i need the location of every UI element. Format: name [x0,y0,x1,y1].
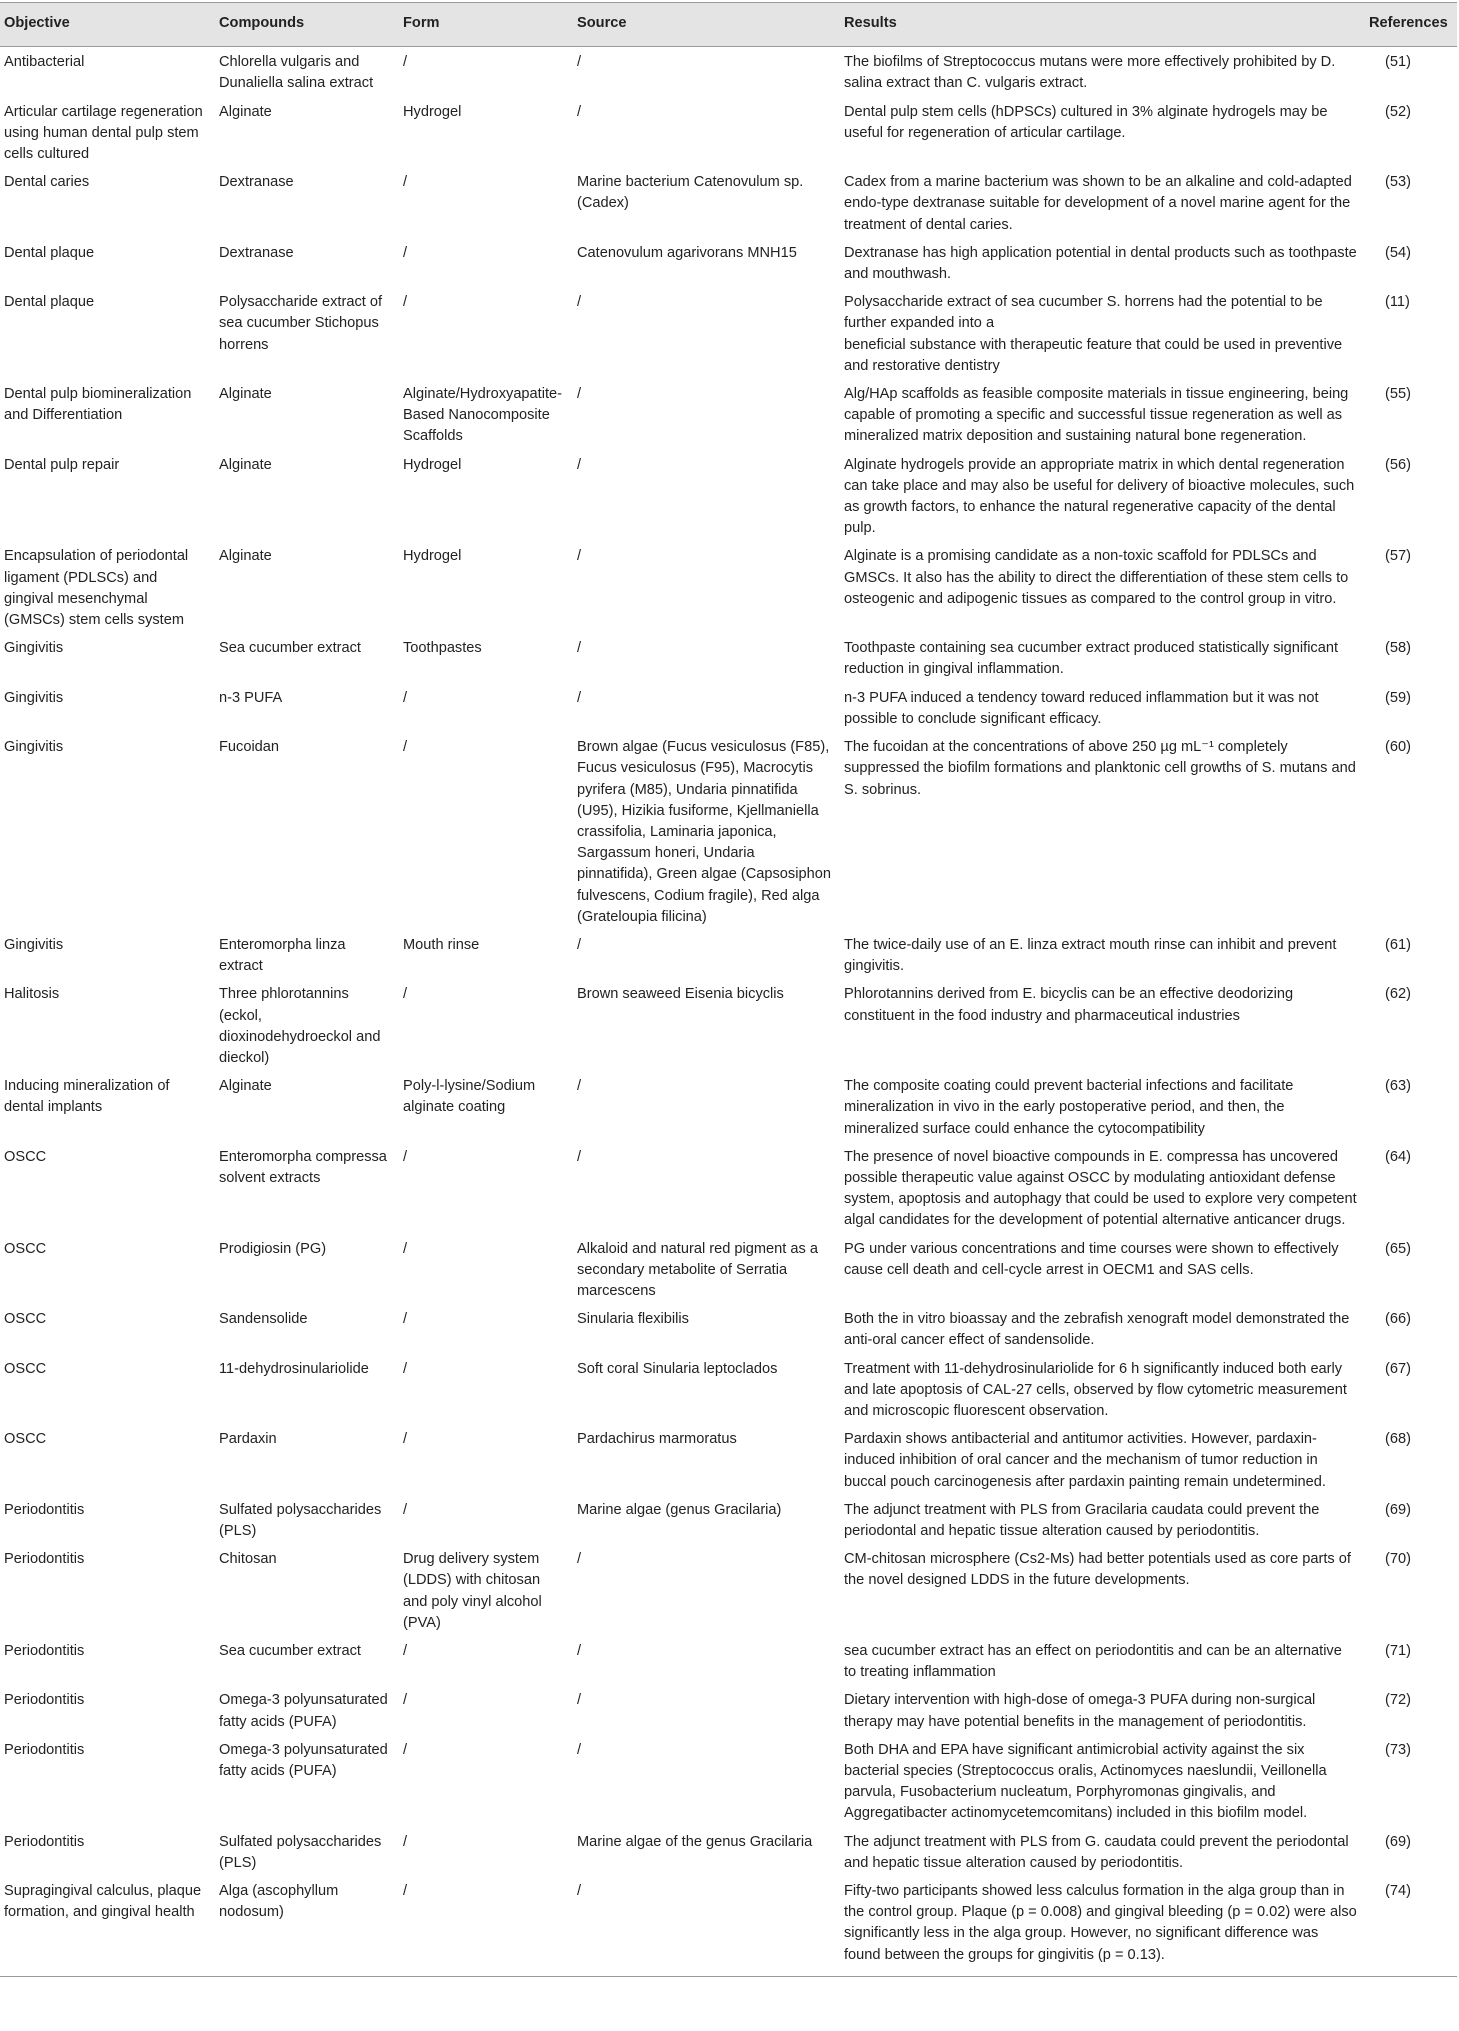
cell-source: / [577,456,582,473]
cell-source: Marine algae (genus Gracilaria) [577,1501,782,1518]
table-row [0,1495,1457,1544]
cell-form: Drug delivery system (LDDS) with chitosan and poly vinyl alcohol (PVA) [403,1551,542,1631]
cell-form: Hydrogel [403,456,462,473]
cell-compounds: 11-dehydrosinulariolide [219,1360,369,1377]
cell-source: Alkaloid and natural red pigment as a secondary metabolite of Serratia marcescens [577,1240,818,1299]
table-row [0,238,1457,287]
table-row [0,1071,1457,1142]
cell-results: The adjunct treatment with PLS from Gracilaria caudata could prevent the periodontal and hepatic tissue alteration caused by periodontitis. [844,1501,1320,1539]
cell-source: Brown algae (Fucus vesiculosus (F85), Fucus vesiculosus (F95), Macrocytis pyrifera (M85), Undaria pinnatifida (U95), Hizikia fusiforme, Kjellmaniella crassifolia, Laminaria japonica, Sargassum honeri, Undaria pinnatifida), Green algae (Capsosiphon fulvescens, Codium fragile), Red alga (Grateloupia filicina) [577,739,831,925]
cell-source: Marine bacterium Catenovulum sp. (Cadex) [577,174,804,212]
table-row [0,47,1457,97]
cell-compounds: Alginate [219,386,272,403]
cell-source: / [577,936,582,953]
table-row [0,1354,1457,1425]
cell-reference: (11) [1385,294,1410,311]
cell-reference: (73) [1385,1741,1411,1758]
cell-source: / [577,1741,582,1758]
cell-results: sea cucumber extract has an effect on periodontitis and can be an alternative to treating inflammation [844,1643,1342,1681]
cell-compounds: Sulfated polysaccharides (PLS) [219,1501,382,1539]
cell-objective: Gingivitis [4,739,64,756]
cell-results: Dental pulp stem cells (hDPSCs) cultured in 3% alginate hydrogels may be useful for regeneration of articular cartilage. [844,103,1328,141]
cell-compounds: Sandensolide [219,1311,308,1328]
table-row [0,1735,1457,1827]
header-form: Form [399,3,573,47]
cell-compounds: n-3 PUFA [219,689,283,706]
cell-results: Fifty-two participants showed less calculus formation in the alga group than in the control group. Plaque (p = 0.008) and gingival bleeding (p = 0.02) were also significantly less in the alga group. However, no significant difference was found between the groups for gingivitis (p = 0.13). [840,1876,1363,1976]
cell-compounds: Alginate [219,103,272,120]
table-row [0,633,1457,682]
cell-objective: Periodontitis [4,1692,85,1709]
cell-objective: Encapsulation of periodontal ligament (PDLSCs) and gingival mesenchymal (GMSCs) stem cells system [4,548,189,629]
cell-results: Cadex from a marine bacterium was shown to be an alkaline and cold-adapted endo-type dextranase suitable for development of a novel marine agent for the treatment of dental caries. [844,174,1352,233]
table-row [0,1827,1457,1876]
cell-reference: (55) [1385,386,1411,403]
cell-results: Treatment with 11-dehydrosinulariolide for 6 h significantly induced both early and late apoptosis of CAL-27 cells, observed by flow cytometric measurement and microscopic fluorescent observation. [844,1360,1347,1419]
cell-form: / [403,1148,408,1165]
cell-source: / [577,1551,582,1568]
cell-objective: OSCC [4,1240,47,1257]
cell-compounds: Sea cucumber extract [219,640,361,657]
table-row [0,1636,1457,1685]
table-row [0,450,1457,542]
cell-form: Hydrogel [403,548,462,565]
header-references: References [1363,3,1457,47]
cell-results: The composite coating could prevent bacterial infections and facilitate mineralization in vivo in the early postoperative period, and then, the mineralized surface could enhance the cytocompatibility [844,1078,1294,1137]
cell-results: Alginate is a promising candidate as a non-toxic scaffold for PDLSCs and GMSCs. It also has the ability to direct the differentiation of these stem cells to osteogenic and adipogenic tissues as compared to the control group in vitro. [844,548,1349,607]
cell-results: Toothpaste containing sea cucumber extract produced statistically significant reduction in gingival inflammation. [844,640,1339,678]
table-row [0,683,1457,732]
cell-source: / [573,1876,840,1976]
cell-results: Polysaccharide extract of sea cucumber S. horrens had the potential to be further expanded into a beneficial substance with therapeutic feature that could be used in preventive and restorative dentistry [844,294,1343,374]
cell-objective: Inducing mineralization of dental implants [4,1078,170,1116]
header-row [0,3,1457,47]
cell-results: CM-chitosan microsphere (Cs2-Ms) had better potentials used as core parts of the novel designed LDDS in the future developments. [844,1551,1351,1589]
cell-source: / [577,689,582,706]
cell-source: Soft coral Sinularia leptoclados [577,1360,778,1377]
cell-results: Dietary intervention with high-dose of omega-3 PUFA during non-surgical therapy may have potential benefits in the management of periodontitis. [844,1692,1316,1730]
cell-compounds: Polysaccharide extract of sea cucumber Stichopus horrens [219,294,383,353]
cell-form: Poly-l-lysine/Sodium alginate coating [403,1078,536,1116]
table-body [0,47,1457,1977]
cell-objective: Articular cartilage regeneration using human dental pulp stem cells cultured [4,103,203,163]
cell-reference: (57) [1385,548,1411,565]
cell-source: / [577,548,582,565]
cell-form: Hydrogel [403,103,462,120]
cell-compounds: Pardaxin [219,1431,277,1448]
cell-reference: (71) [1385,1643,1411,1660]
cell-form: / [403,54,408,71]
cell-form: / [403,174,408,191]
cell-objective: Periodontitis [4,1501,85,1518]
cell-objective: OSCC [4,1311,47,1328]
cell-reference: (53) [1385,174,1411,191]
cell-form: Mouth rinse [403,936,480,953]
table-row [0,979,1457,1071]
cell-reference: (60) [1385,739,1411,756]
table-header [0,3,1457,47]
table-row [0,541,1457,633]
cell-compounds: Alginate [219,456,272,473]
cell-objective: Halitosis [4,986,60,1003]
cell-reference: (69) [1385,1833,1411,1850]
cell-form: / [403,1643,408,1660]
cell-compounds: Alginate [219,548,272,565]
cell-objective: Gingivitis [4,936,64,953]
cell-results: The biofilms of Streptococcus mutans were more effectively prohibited by D. salina extract than C. vulgaris extract. [844,54,1336,92]
cell-reference: (67) [1385,1360,1411,1377]
cell-compounds: Three phlorotannins (eckol, dioxinodehydroeckol and dieckol) [219,986,381,1066]
cell-reference: (69) [1385,1501,1411,1518]
cell-objective: Dental pulp repair [4,456,120,473]
cell-objective: Dental plaque [4,294,95,311]
table-row [0,1142,1457,1234]
cell-objective: Supragingival calculus, plaque formation, and gingival health [0,1876,215,1976]
cell-results: The adjunct treatment with PLS from G. caudata could prevent the periodontal and hepatic tissue alteration caused by periodontitis. [844,1833,1349,1871]
cell-reference: (59) [1385,689,1411,706]
cell-source: / [577,1692,582,1709]
cell-reference: (68) [1385,1431,1411,1448]
cell-form: / [403,1360,408,1377]
cell-objective: Antibacterial [4,54,85,71]
cell-source: Sinularia flexibilis [577,1311,689,1328]
cell-objective: OSCC [4,1431,47,1448]
table-row [0,1544,1457,1636]
cell-objective: Dental caries [4,174,90,191]
cell-compounds: Chitosan [219,1551,277,1568]
cell-reference: (58) [1385,640,1411,657]
cell-compounds: Dextranase [219,174,294,191]
cell-compounds: Alginate [219,1078,272,1095]
table-row [0,167,1457,238]
header-results: Results [840,3,1363,47]
cell-form: / [403,244,408,261]
cell-results: Alg/HAp scaffolds as feasible composite materials in tissue engineering, being capable of promoting a specific and successful tissue regeneration as well as mineralized matrix deposition and sustaining natural bone regeneration. [844,386,1349,445]
table-row [0,287,1457,379]
cell-reference: (65) [1385,1240,1411,1257]
cell-reference: (62) [1385,986,1411,1003]
cell-objective: Periodontitis [4,1833,85,1850]
cell-form: / [403,1741,408,1758]
cell-compounds: Omega-3 polyunsaturated fatty acids (PUFA) [219,1692,388,1730]
cell-form: Toothpastes [403,640,482,657]
cell-source: / [577,386,582,403]
table-row [0,1234,1457,1305]
header-objective: Objective [0,3,215,47]
cell-objective: Dental plaque [4,244,95,261]
cell-compounds: Fucoidan [219,739,280,756]
cell-source: / [577,54,582,71]
cell-results: Pardaxin shows antibacterial and antitumor activities. However, pardaxin-induced inhibition of oral cancer and the mechanism of tumor reduction in buccal pouch carcinogenesis after pardaxin painting remain undetermined. [844,1431,1326,1490]
cell-objective: Periodontitis [4,1551,85,1568]
cell-form: / [403,739,408,756]
data-table [0,2,1457,1977]
cell-compounds: Dextranase [219,244,294,261]
cell-source: / [577,1643,582,1660]
cell-source: Brown seaweed Eisenia bicyclis [577,986,784,1003]
cell-compounds: Sea cucumber extract [219,1643,361,1660]
table-row [0,379,1457,450]
cell-form: / [403,1833,408,1850]
cell-results: Both the in vitro bioassay and the zebrafish xenograft model demonstrated the anti-oral cancer effect of sandensolide. [844,1311,1350,1349]
cell-source: / [577,640,582,657]
cell-results: The fucoidan at the concentrations of above 250 µg mL⁻¹ completely suppressed the biofilm formations and planktonic cell growths of S. mutans and S. sobrinus. [844,739,1356,798]
cell-source: / [577,294,582,311]
cell-results: Phlorotannins derived from E. bicyclis can be an effective deodorizing constituent in the food industry and pharmaceutical industries [844,986,1294,1024]
table-row [0,1876,1457,1976]
table-row [0,97,1457,168]
cell-form: Alginate/Hydroxyapatite-Based Nanocomposite Scaffolds [403,386,562,445]
cell-form: / [403,986,408,1003]
cell-reference: (70) [1385,1551,1411,1568]
header-compounds: Compounds [215,3,399,47]
cell-results: Alginate hydrogels provide an appropriate matrix in which dental regeneration can take place and may also be useful for delivery of bioactive molecules, such as growth factors, to enhance the natural regenerative capacity of the dental pulp. [844,456,1355,537]
cell-form: / [399,1876,573,1976]
cell-results: Both DHA and EPA have significant antimicrobial activity against the six bacterial species (Streptococcus oralis, Actinomyces naeslundii, Veillonella parvula, Fusobacterium nucleatum, Porphyromonas gingivalis, and Aggregatibacter actinomycetemcomitans) included in this biofilm model. [844,1741,1327,1822]
cell-form: / [403,1311,408,1328]
cell-compounds: Enteromorpha compressa solvent extracts [219,1148,387,1186]
cell-reference: (66) [1385,1311,1411,1328]
cell-source: Pardachirus marmoratus [577,1431,737,1448]
cell-source: / [577,103,582,120]
cell-reference: (56) [1385,456,1411,473]
cell-form: / [403,1692,408,1709]
cell-form: / [403,294,408,311]
cell-objective: Gingivitis [4,640,64,657]
cell-results: Dextranase has high application potential in dental products such as toothpaste and mouthwash. [844,244,1357,283]
cell-objective: Dental pulp biomineralization and Differentiation [4,386,192,424]
cell-compounds: Enteromorpha linza extract [219,936,346,975]
table-row [0,1424,1457,1495]
cell-objective: Periodontitis [4,1741,85,1758]
cell-source: / [577,1148,582,1165]
cell-objective: Gingivitis [4,689,64,706]
cell-reference: (74) [1363,1876,1457,1976]
table-row [0,732,1457,930]
table-row [0,930,1457,979]
cell-reference: (54) [1385,244,1411,261]
cell-form: / [403,1501,408,1518]
cell-objective: OSCC [4,1148,47,1165]
cell-results: n-3 PUFA induced a tendency toward reduced inflammation but it was not possible to conclude significant efficacy. [844,689,1319,727]
cell-objective: Periodontitis [4,1643,85,1660]
cell-source: / [577,1078,582,1095]
cell-compounds: Sulfated polysaccharides (PLS) [219,1833,382,1871]
table-row [0,1304,1457,1353]
cell-results: PG under various concentrations and time courses were shown to effectively cause cell death and cell-cycle arrest in OECM1 and SAS cells. [844,1240,1339,1278]
header-source: Source [573,3,840,47]
cell-form: / [403,689,408,706]
cell-results: The twice-daily use of an E. linza extract mouth rinse can inhibit and prevent gingivitis. [844,936,1337,975]
cell-reference: (52) [1385,103,1411,120]
cell-reference: (63) [1385,1078,1411,1095]
cell-compounds: Alga (ascophyllum nodosum) [215,1876,399,1976]
cell-objective: OSCC [4,1360,47,1377]
cell-form: / [403,1431,408,1448]
cell-results: The presence of novel bioactive compounds in E. compressa has uncovered possible therapeutic value against OSCC by modulating antioxidant defense system, apoptosis and autophagy that could be used to explore very competent algal candidates for the development of potential alternative anticancer drugs. [844,1148,1357,1229]
table-row [0,1685,1457,1734]
cell-compounds: Chlorella vulgaris and Dunaliella salina extract [219,54,374,92]
cell-reference: (64) [1385,1148,1411,1165]
cell-source: Marine algae of the genus Gracilaria [577,1833,813,1850]
cell-reference: (72) [1385,1692,1411,1709]
cell-reference: (61) [1385,936,1411,953]
cell-form: / [403,1240,408,1257]
cell-compounds: Omega-3 polyunsaturated fatty acids (PUFA) [219,1741,388,1780]
cell-reference: (51) [1385,54,1411,71]
cell-source: Catenovulum agarivorans MNH15 [577,244,797,261]
cell-compounds: Prodigiosin (PG) [219,1240,327,1257]
